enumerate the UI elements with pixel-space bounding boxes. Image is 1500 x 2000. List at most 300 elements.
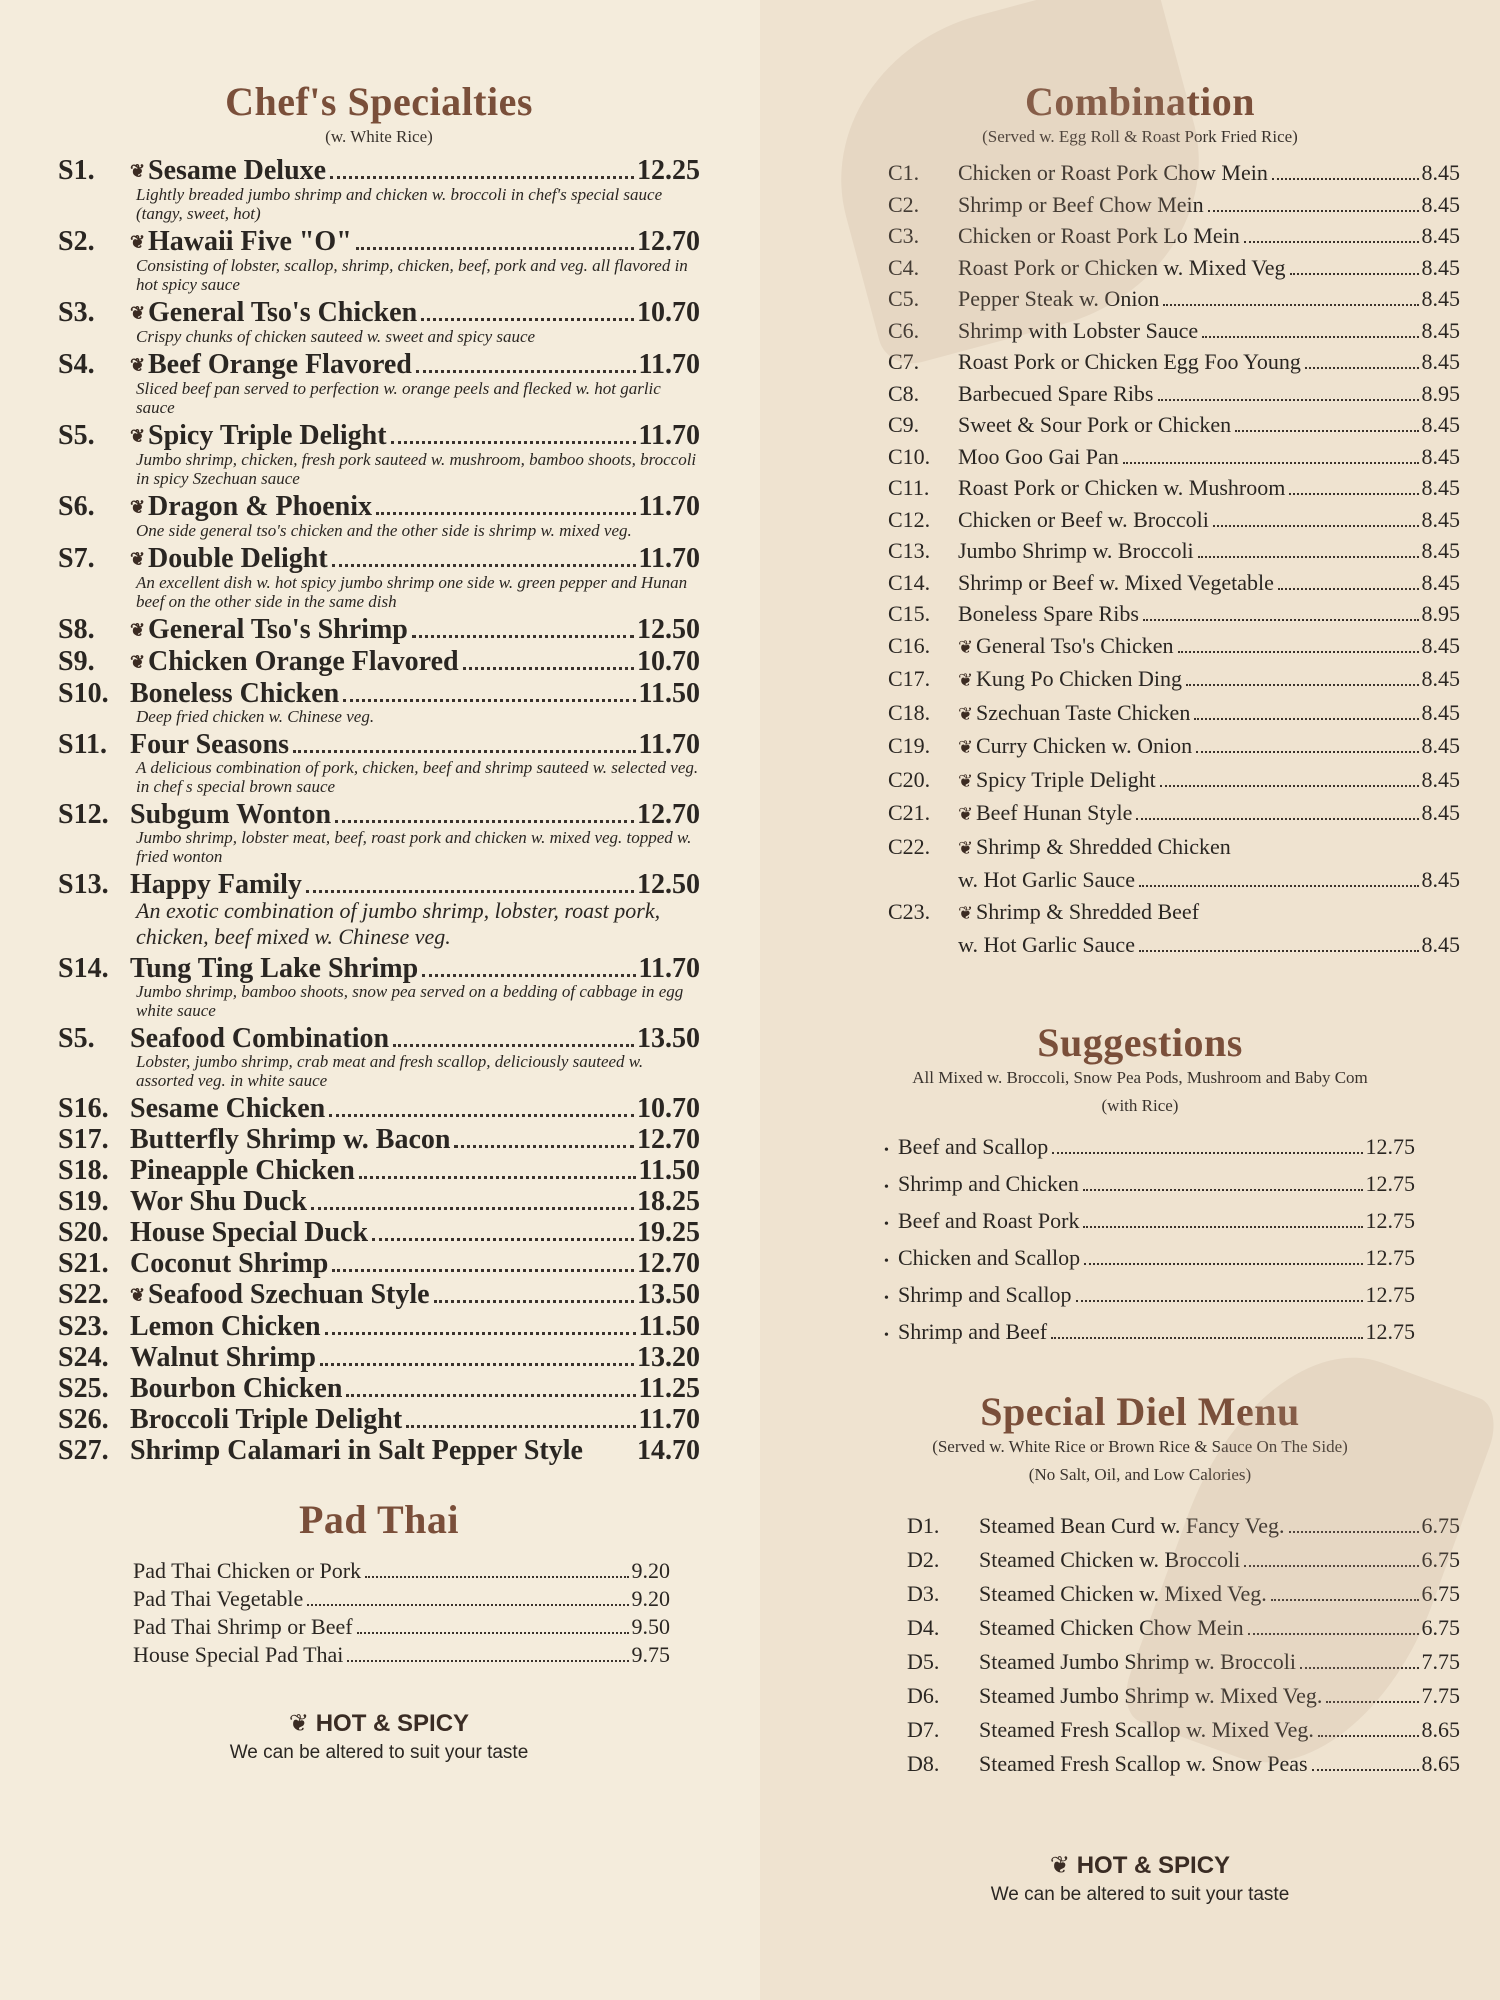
combination-item-cont	[888, 929, 1460, 961]
specialty-item	[58, 614, 700, 646]
item-price: 8.45	[1421, 699, 1460, 725]
item-price: 11.70	[638, 420, 700, 451]
diet-item	[907, 1747, 1460, 1781]
specialty-item	[58, 799, 700, 866]
item-code: C12.	[888, 506, 931, 532]
diet-item	[907, 1713, 1460, 1747]
combination-item	[888, 797, 1460, 831]
specialty-item	[58, 349, 700, 417]
specialty-line	[58, 349, 700, 381]
leader-dots	[1123, 462, 1419, 464]
leader-dots	[1312, 1769, 1419, 1771]
item-code: D4.	[907, 1614, 940, 1640]
item-name	[130, 1093, 325, 1124]
item-name-text: Dragon & Phoenix	[148, 491, 372, 522]
bullet-icon: •	[884, 1179, 889, 1195]
leader-dots	[356, 247, 634, 250]
specialty-item	[58, 646, 700, 678]
item-name: Steamed Chicken w. Broccoli	[979, 1546, 1241, 1572]
leader-dots	[1272, 178, 1419, 180]
item-code: C15.	[888, 601, 931, 626]
item-code: C10.	[888, 443, 931, 469]
specialties-title: Chef's Specialties	[225, 79, 533, 124]
item-name: Beef Hunan Style	[976, 800, 1133, 825]
item-price: 8.45	[1421, 932, 1460, 957]
item-price: 8.65	[1421, 1750, 1460, 1776]
specialty-item	[58, 1124, 700, 1155]
combination-item	[888, 472, 1460, 504]
item-name	[130, 1124, 450, 1155]
pepper-icon: ❦	[958, 636, 974, 657]
item-name: Curry Chicken w. Onion	[976, 733, 1193, 758]
item-code: S22.	[58, 1279, 109, 1310]
item-name: House Special Pad Thai	[133, 1642, 344, 1667]
pepper-icon: ❦	[130, 497, 146, 517]
specialty-item	[58, 1093, 700, 1124]
item-description: Sliced beef pan served to perfection w. orange peels and flecked w. hot garlic sauce	[136, 379, 661, 417]
pepper-icon: ❦	[958, 837, 974, 858]
item-name: Chicken or Beef w. Broccoli	[958, 506, 1209, 532]
pepper-icon: ❦	[130, 652, 146, 672]
specialty-item	[58, 1342, 700, 1373]
item-price: 19.25	[637, 1217, 700, 1248]
suggestions-list	[884, 1130, 1415, 1352]
specialty-line	[58, 1342, 700, 1373]
item-name	[130, 1342, 316, 1373]
item-name: Szechuan Taste Chicken	[976, 699, 1191, 725]
item-name-text: Coconut Shrimp	[130, 1248, 329, 1279]
item-name: Shrimp with Lobster Sauce	[958, 317, 1199, 343]
item-price: 13.20	[637, 1342, 700, 1373]
item-price: 13.50	[637, 1023, 700, 1054]
item-name-text: Broccoli Triple Delight	[130, 1404, 403, 1435]
item-name	[130, 1023, 389, 1054]
leader-dots	[406, 1425, 635, 1428]
item-price: 7.75	[1421, 1682, 1460, 1708]
item-name	[130, 953, 418, 984]
item-price: 11.25	[638, 1373, 700, 1404]
item-name: Shrimp and Chicken	[898, 1170, 1079, 1196]
item-price: 7.75	[1421, 1648, 1460, 1674]
item-price: 9.50	[631, 1614, 670, 1639]
item-name	[130, 491, 372, 523]
specialty-line	[58, 1311, 700, 1342]
combination-item	[888, 697, 1460, 731]
specialties-subtitle: (w. White Rice)	[325, 127, 433, 146]
item-code: S12.	[58, 799, 109, 830]
item-price: 12.70	[637, 799, 700, 830]
item-price: 12.50	[637, 869, 700, 900]
diet-item	[907, 1679, 1460, 1713]
leader-dots	[1076, 1300, 1363, 1302]
item-code: S11.	[58, 729, 108, 760]
item-code: C9.	[888, 412, 920, 437]
leader-dots	[1139, 950, 1419, 952]
leader-dots	[1052, 1152, 1362, 1154]
item-price: 8.45	[1421, 867, 1460, 892]
leader-dots	[1244, 241, 1419, 243]
specialty-line	[58, 646, 700, 678]
specialty-line	[58, 869, 700, 900]
combination-item	[888, 378, 1460, 410]
item-price: 8.45	[1421, 800, 1460, 825]
leader-dots	[1084, 1263, 1362, 1265]
item-price: 8.45	[1421, 412, 1460, 437]
item-code: C1.	[888, 160, 920, 185]
specialty-item	[58, 729, 700, 796]
leader-dots	[393, 1044, 634, 1047]
item-price: 12.50	[637, 614, 700, 645]
item-price: 8.45	[1421, 286, 1460, 311]
item-name: Shrimp & Shredded Beef	[976, 898, 1200, 924]
item-code: S8.	[58, 614, 95, 645]
leader-dots	[454, 1145, 634, 1148]
specialty-item	[58, 420, 700, 488]
pad-thai-title: Pad Thai	[299, 1497, 459, 1542]
leader-dots	[1248, 1633, 1419, 1635]
left-footer	[58, 1709, 700, 1764]
leader-dots	[343, 699, 635, 702]
item-price: 11.50	[638, 678, 700, 709]
leader-dots	[365, 1576, 628, 1578]
item-name: Sweet & Sour Pork or Chicken	[958, 412, 1232, 437]
item-price: 11.70	[638, 349, 700, 380]
specialty-line	[58, 953, 700, 984]
item-price: 11.50	[638, 1311, 700, 1342]
item-code: S2.	[58, 226, 95, 257]
specialty-line	[58, 1155, 700, 1186]
item-description: Lightly breaded jumbo shrimp and chicken w. broccoli in chef's special sauce (tangy, sweet, hot)	[136, 185, 663, 223]
item-code: S27.	[58, 1435, 109, 1466]
item-name-cont: w. Hot Garlic Sauce	[958, 867, 1135, 892]
specialty-line	[58, 1023, 700, 1054]
bullet-icon: •	[884, 1142, 889, 1158]
item-name: Shrimp and Beef	[898, 1318, 1048, 1344]
pad-thai-list	[133, 1557, 670, 1669]
item-code: S10.	[58, 678, 109, 709]
leader-dots	[1244, 1565, 1418, 1567]
item-name	[130, 1435, 583, 1466]
item-price: 8.45	[1421, 766, 1460, 792]
specialty-item	[58, 1279, 700, 1311]
item-name-text: Tung Ting Lake Shrimp	[130, 953, 419, 984]
item-name: Steamed Fresh Scallop w. Mixed Veg.	[979, 1716, 1314, 1742]
item-name	[130, 729, 289, 760]
leader-dots	[1300, 1667, 1419, 1669]
item-code: S17.	[58, 1124, 109, 1155]
bullet-icon: •	[884, 1327, 889, 1343]
leader-dots	[293, 750, 636, 753]
item-name-text: Subgum Wonton	[130, 799, 332, 830]
suggestion-item	[884, 1130, 1415, 1167]
item-name-text: Lemon Chicken	[130, 1311, 321, 1342]
diet-menu-list	[907, 1509, 1460, 1781]
item-name	[130, 1186, 307, 1217]
item-name: Pad Thai Shrimp or Beef	[133, 1614, 353, 1639]
item-name-text: Beef Orange Flavored	[148, 349, 412, 380]
item-description: Crispy chunks of chicken sauteed w. sweet and spicy sauce	[136, 327, 536, 346]
specialty-item	[58, 869, 700, 950]
item-name: Jumbo Shrimp w. Broccoli	[958, 538, 1194, 563]
item-price: 8.95	[1421, 380, 1460, 406]
item-code: S26.	[58, 1404, 109, 1435]
specialty-line	[58, 1186, 700, 1217]
hot-spicy-label: HOT & SPICY	[1076, 1851, 1231, 1879]
pepper-icon: ❦	[130, 620, 146, 640]
item-name-text: Walnut Shrimp	[130, 1342, 316, 1373]
specialty-item	[58, 1186, 700, 1217]
item-price: 8.45	[1421, 733, 1460, 758]
item-description: Lobster, jumbo shrimp, crab meat and fresh scallop, deliciously sauteed w. assorted veg. in white sauce	[136, 1052, 644, 1090]
item-name: Chicken or Roast Pork Chow Mein	[958, 160, 1268, 185]
leader-dots	[422, 974, 635, 977]
item-price: 12.75	[1365, 1281, 1415, 1307]
leader-dots	[463, 667, 634, 670]
combination-item	[888, 896, 1460, 930]
specialty-item	[58, 1435, 700, 1466]
leader-dots	[330, 176, 634, 179]
item-name: Roast Pork or Chicken w. Mixed Veg	[958, 254, 1286, 280]
diet-menu-subtitle: (Served w. White Rice or Brown Rice & Sauce On The Side)	[932, 1436, 1348, 1456]
bullet-icon: •	[884, 1253, 889, 1269]
specialty-item	[58, 1217, 700, 1248]
specialties-list	[58, 155, 700, 1466]
item-code: C11.	[888, 475, 930, 500]
specialty-item	[58, 953, 700, 1020]
item-code: C17.	[888, 666, 931, 691]
leader-dots	[1198, 556, 1419, 558]
item-name	[130, 349, 412, 381]
pepper-icon: ❦	[130, 549, 146, 569]
item-code: C21.	[888, 800, 931, 825]
item-name-text: General Tso's Chicken	[148, 297, 418, 328]
item-name-text: Bourbon Chicken	[130, 1373, 343, 1404]
pepper-icon: ❦	[1049, 1851, 1071, 1879]
item-price: 11.70	[638, 543, 700, 574]
item-name: Chicken and Scallop	[898, 1244, 1081, 1270]
item-price: 6.75	[1421, 1580, 1460, 1606]
item-code: S21.	[58, 1248, 109, 1279]
leader-dots	[1083, 1189, 1363, 1191]
item-name: Shrimp or Beef Chow Mein	[958, 191, 1204, 217]
specialty-item	[58, 1248, 700, 1279]
combination-item	[888, 831, 1460, 865]
specialty-item	[58, 1373, 700, 1404]
item-name-text: Shrimp Calamari in Salt Pepper Style	[130, 1435, 583, 1466]
leader-dots	[1213, 525, 1419, 527]
leader-dots	[1290, 273, 1419, 275]
pepper-icon: ❦	[130, 355, 146, 375]
item-name	[130, 869, 302, 900]
item-price: 6.75	[1421, 1512, 1460, 1538]
item-name: Steamed Jumbo Shrimp w. Mixed Veg.	[979, 1682, 1323, 1708]
pepper-icon: ❦	[958, 670, 974, 690]
leader-dots	[307, 1604, 628, 1606]
leader-dots	[346, 1394, 635, 1397]
item-description: An exotic combination of jumbo shrimp, lobster, roast pork, chicken, beef mixed w. Chinese veg.	[136, 898, 661, 949]
combination-item	[888, 346, 1460, 378]
specialty-item	[58, 1155, 700, 1186]
item-name-text: Sesame Deluxe	[148, 155, 327, 186]
diet-menu-title: Special Diel Menu	[980, 1388, 1300, 1434]
leader-dots	[311, 1207, 634, 1210]
pepper-icon: ❦	[130, 161, 146, 181]
suggestions-subtitle: All Mixed w. Broccoli, Snow Pea Pods, Mushroom and Baby Com	[912, 1067, 1368, 1087]
item-code: D6.	[907, 1682, 940, 1708]
leader-dots	[329, 1114, 634, 1117]
right-menu-page	[760, 0, 1500, 2000]
item-name	[130, 1373, 342, 1404]
combination-item	[888, 157, 1460, 189]
item-code: D5.	[907, 1648, 940, 1674]
item-price: 9.75	[631, 1642, 670, 1667]
item-code: C23.	[888, 898, 931, 924]
item-name	[130, 1311, 321, 1342]
leader-dots	[376, 512, 636, 515]
specialty-line	[58, 543, 700, 575]
item-price: 10.70	[637, 646, 700, 677]
leader-dots	[1318, 1735, 1419, 1737]
leader-dots	[372, 1238, 634, 1241]
item-code: C19.	[888, 733, 931, 758]
specialty-item	[58, 1311, 700, 1342]
item-name-text: Four Seasons	[130, 729, 289, 760]
item-price: 12.25	[637, 155, 700, 186]
item-name: Shrimp and Scallop	[898, 1281, 1072, 1307]
leader-dots	[416, 370, 636, 373]
item-price: 11.70	[638, 491, 700, 522]
item-name: Pad Thai Vegetable	[133, 1586, 304, 1611]
leader-dots	[347, 1660, 628, 1662]
leader-dots	[1289, 493, 1418, 495]
item-price: 8.45	[1421, 506, 1460, 532]
combination-item	[888, 409, 1460, 441]
item-price: 6.75	[1421, 1546, 1460, 1572]
combination-item	[888, 663, 1460, 697]
specialty-item	[58, 1404, 700, 1435]
item-name-text: Sesame Chicken	[130, 1093, 326, 1124]
pepper-icon: ❦	[958, 737, 974, 757]
item-code: S20.	[58, 1217, 109, 1248]
pepper-icon: ❦	[130, 1285, 146, 1305]
item-name: Steamed Chicken w. Mixed Veg.	[979, 1580, 1267, 1606]
item-name	[130, 1248, 328, 1279]
item-code: S16.	[58, 1093, 109, 1124]
item-code: C4.	[888, 254, 920, 280]
leader-dots	[1208, 210, 1419, 212]
item-name	[130, 1217, 368, 1248]
item-price: 12.70	[637, 1248, 700, 1279]
leader-dots	[1194, 718, 1418, 720]
item-price: 12.75	[1365, 1244, 1415, 1270]
item-name-text: Butterfly Shrimp w. Bacon	[130, 1124, 451, 1155]
item-price: 13.50	[637, 1279, 700, 1310]
item-price: 8.45	[1421, 475, 1460, 500]
item-price: 12.75	[1365, 1170, 1415, 1196]
specialty-line	[58, 729, 700, 760]
leader-dots	[1083, 1226, 1362, 1228]
item-code: S6.	[58, 491, 95, 522]
specialty-line	[58, 491, 700, 523]
item-price: 11.70	[638, 729, 700, 760]
item-name-text: Wor Shu Duck	[130, 1186, 307, 1217]
item-name	[130, 297, 417, 329]
suggestions-subtitle-2: (with Rice)	[1101, 1095, 1179, 1115]
item-code: C14.	[888, 569, 931, 595]
leader-dots	[1271, 1599, 1419, 1601]
item-name	[130, 1404, 402, 1435]
item-name-text: Happy Family	[130, 869, 302, 900]
item-code: C18.	[888, 699, 931, 725]
item-name	[130, 1279, 430, 1311]
item-code: C5.	[888, 286, 920, 311]
leader-dots	[1235, 430, 1418, 432]
item-code: C3.	[888, 223, 920, 248]
item-price: 8.95	[1421, 601, 1460, 626]
item-name: Shrimp or Beef w. Mixed Vegetable	[958, 569, 1274, 595]
combination-title: Combination	[1025, 79, 1255, 124]
suggestion-item	[884, 1204, 1415, 1241]
pad-thai-item	[133, 1641, 670, 1669]
item-price: 11.50	[638, 1155, 700, 1186]
item-name: Steamed Chicken Chow Mein	[979, 1614, 1244, 1640]
diet-item	[907, 1543, 1460, 1577]
specialty-line	[58, 155, 700, 187]
specialty-item	[58, 155, 700, 223]
item-name	[130, 226, 352, 258]
item-name-text: Boneless Chicken	[130, 678, 340, 709]
suggestion-item	[884, 1278, 1415, 1315]
item-description: Consisting of lobster, scallop, shrimp, chicken, beef, pork and veg. all flavored in hot spicy sauce	[136, 256, 688, 294]
item-price: 8.45	[1421, 317, 1460, 343]
item-price: 6.75	[1421, 1614, 1460, 1640]
leader-dots	[1186, 684, 1419, 686]
item-code: S24.	[58, 1342, 109, 1373]
item-price: 12.70	[637, 226, 700, 257]
leader-dots	[1305, 367, 1419, 369]
item-name: Spicy Triple Delight	[976, 766, 1156, 792]
item-price: 8.45	[1421, 160, 1460, 185]
item-code: C7.	[888, 349, 920, 374]
leader-dots	[332, 564, 636, 567]
item-name: Steamed Fresh Scallop w. Snow Peas	[979, 1750, 1308, 1776]
item-name: Beef and Scallop	[898, 1133, 1049, 1159]
item-price: 14.70	[637, 1435, 700, 1466]
item-code: S9.	[58, 646, 95, 677]
item-price: 8.45	[1421, 443, 1460, 469]
leader-dots	[1158, 399, 1419, 401]
leader-dots	[332, 1269, 634, 1272]
item-name	[130, 155, 326, 187]
specialty-line	[58, 1279, 700, 1311]
combination-item-cont	[888, 864, 1460, 896]
pepper-icon: ❦	[130, 303, 146, 323]
bullet-icon: •	[884, 1216, 889, 1232]
leader-dots	[1178, 651, 1419, 653]
leader-dots	[306, 890, 634, 893]
item-code: D8.	[907, 1750, 940, 1776]
item-price: 9.20	[631, 1586, 670, 1611]
leader-dots	[1143, 619, 1419, 621]
specialty-line	[58, 1093, 700, 1124]
item-name: Roast Pork or Chicken Egg Foo Young	[958, 349, 1301, 374]
item-code: D3.	[907, 1580, 940, 1606]
leader-dots	[1160, 785, 1419, 787]
specialty-line	[58, 1435, 700, 1466]
right-footer	[820, 1851, 1460, 1906]
leader-dots	[1163, 304, 1418, 306]
item-code: S5.	[58, 420, 95, 451]
